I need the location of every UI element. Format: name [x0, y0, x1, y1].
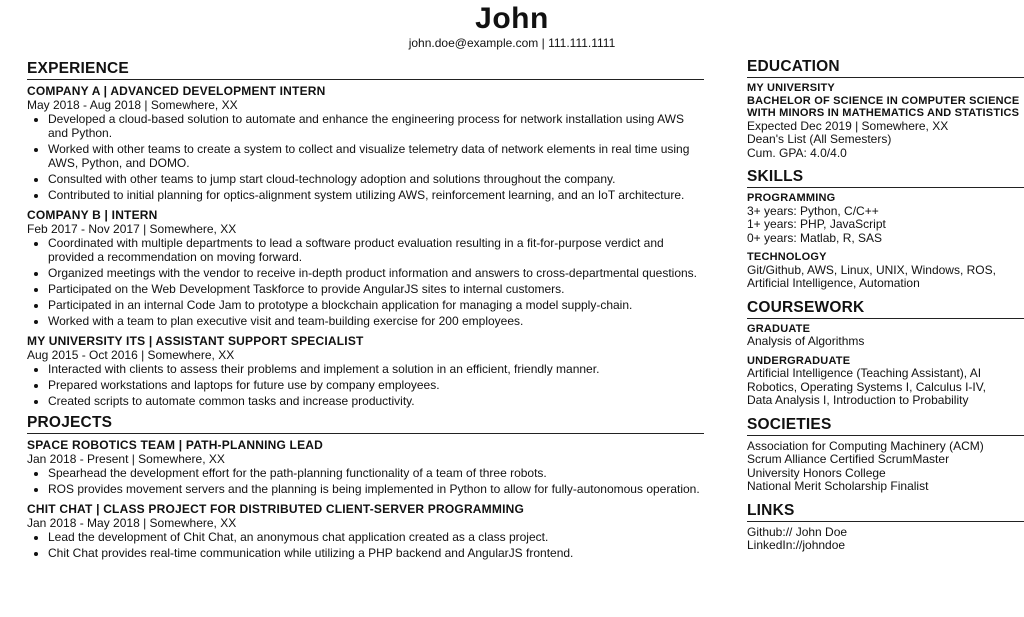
- course-group-label: UNDERGRADUATE: [747, 354, 851, 367]
- education-heading: EDUCATION: [747, 58, 1024, 78]
- entry-title: COMPANY A | ADVANCED DEVELOPMENT INTERN: [27, 84, 326, 98]
- bullet-item: • Participated in an internal Code Jam to prototype a blockchain application for managing a model supply-chain.: [48, 298, 704, 312]
- bullet-item: • Chit Chat provides real-time communication while utilizing a PHP backend and AngularJS frontend.: [48, 546, 704, 560]
- entry-meta: Jan 2018 - May 2018 | Somewhere, XX: [27, 516, 237, 530]
- bullet-item: • Interacted with clients to assess their problems and implement a solution in an efficient, friendly manner.: [48, 362, 704, 376]
- skill-group: [747, 251, 1024, 291]
- bullet-list: [27, 362, 704, 408]
- skills-heading: SKILLS: [747, 168, 1024, 188]
- entry-meta: Aug 2015 - Oct 2016 | Somewhere, XX: [27, 348, 235, 362]
- bullet-item: • Organized meetings with the vendor to receive in-depth product information and answers to cross-departmental questions.: [48, 266, 704, 280]
- linkedin-link[interactable]: LinkedIn://johndoe: [747, 538, 846, 552]
- bullet-item: • ROS provides movement servers and the planning is being implemented in Python to allow for fully-autonomous operation.: [48, 482, 704, 496]
- bullet-item: • Developed a cloud-based solution to automate and enhance the engineering process for network installation using AWS and Python.: [48, 112, 704, 140]
- experience-entry: [27, 84, 704, 202]
- experience-heading: EXPERIENCE: [27, 60, 704, 80]
- bullet-list: [27, 112, 704, 202]
- github-link[interactable]: Github:// John Doe: [747, 524, 848, 539]
- resume-name: John: [475, 2, 549, 35]
- course-line: Artificial Intelligence (Teaching Assistant), AI: [747, 366, 982, 380]
- contact-info: john.doe@example.com | 111.111.1111: [408, 36, 616, 50]
- education-section: [747, 58, 1024, 160]
- experience-entry: [27, 208, 704, 328]
- course-group: [747, 355, 1024, 408]
- entry-meta: Feb 2017 - Nov 2017 | Somewhere, XX: [27, 222, 237, 236]
- societies-section: [747, 416, 1024, 494]
- society-item: Association for Computing Machinery (ACM): [747, 438, 984, 453]
- bullet-item: • Coordinated with multiple departments to lead a software product evaluation resulting in a fit-for-purpose verdict and provided a recommendation on moving forward.: [48, 236, 704, 264]
- skill-line: Git/Github, AWS, Linux, UNIX, Windows, ROS,: [747, 262, 996, 277]
- societies-heading: SOCIETIES: [747, 416, 1024, 436]
- course-line: Analysis of Algorithms: [747, 334, 865, 348]
- course-group: [747, 323, 1024, 349]
- bullet-item: • Consulted with other teams to jump start cloud-technology adoption and solutions throughout the company.: [48, 172, 704, 186]
- skill-group-label: PROGRAMMING: [747, 192, 836, 204]
- entry-meta: May 2018 - Aug 2018 | Somewhere, XX: [27, 98, 238, 112]
- bullet-item: • Contributed to initial planning for optics-alignment system utilizing AWS, reinforcement learning, and an IoT architecture.: [48, 188, 704, 202]
- bullet-item: • Participated on the Web Development Taskforce to provide AngularJS sites to internal customers.: [48, 282, 704, 296]
- course-line: Robotics, Operating Systems I, Calculus I-IV,: [747, 379, 986, 394]
- right-column: [747, 58, 1024, 561]
- coursework-heading: COURSEWORK: [747, 299, 1024, 319]
- skills-section: [747, 168, 1024, 291]
- honors: Dean's List (All Semesters): [747, 132, 892, 146]
- left-column: [27, 58, 704, 566]
- skill-group-label: TECHNOLOGY: [747, 251, 827, 263]
- project-entry: [27, 438, 704, 496]
- links-section: [747, 502, 1024, 553]
- graduation-date: Expected Dec 2019 | Somewhere, XX: [747, 118, 949, 133]
- entry-title: CHIT CHAT | CLASS PROJECT FOR DISTRIBUTED CLIENT-SERVER PROGRAMMING: [27, 502, 524, 516]
- skill-line: 1+ years: PHP, JavaScript: [747, 217, 886, 231]
- skill-line: 3+ years: Python, C/C++: [747, 203, 879, 218]
- bullet-item: • Created scripts to automate common tasks and increase productivity.: [48, 394, 704, 408]
- projects-heading: PROJECTS: [27, 414, 704, 434]
- skill-line: 0+ years: Matlab, R, SAS: [747, 230, 883, 245]
- coursework-section: [747, 299, 1024, 408]
- society-item: National Merit Scholarship Finalist: [747, 479, 929, 493]
- school-name: MY UNIVERSITY: [747, 82, 835, 94]
- course-group-label: GRADUATE: [747, 322, 811, 335]
- bullet-item: • Prepared workstations and laptops for future use by company employees.: [48, 378, 704, 392]
- degree-line: WITH MINORS IN MATHEMATICS AND STATISTICS: [747, 107, 1020, 119]
- entry-meta: Jan 2018 - Present | Somewhere, XX: [27, 452, 225, 466]
- entry-title: SPACE ROBOTICS TEAM | PATH-PLANNING LEAD: [27, 438, 324, 452]
- experience-entry: [27, 334, 704, 408]
- project-entry: [27, 502, 704, 560]
- entry-title: MY UNIVERSITY ITS | ASSISTANT SUPPORT SPECIALIST: [27, 334, 364, 348]
- bullet-item: • Lead the development of Chit Chat, an anonymous chat application created as a class project.: [48, 530, 704, 544]
- links-heading: LINKS: [747, 502, 1024, 522]
- course-line: Data Analysis I, Introduction to Probability: [747, 393, 969, 407]
- degree-line: BACHELOR OF SCIENCE IN COMPUTER SCIENCE: [747, 94, 1020, 107]
- bullet-list: [27, 236, 704, 328]
- gpa: Cum. GPA: 4.0/4.0: [747, 145, 847, 160]
- bullet-item: • Spearhead the development effort for the path-planning functionality of a team of three robots.: [48, 466, 704, 480]
- society-item: University Honors College: [747, 465, 886, 480]
- bullet-item: • Worked with other teams to create a system to collect and visualize telemetry data of network elements in real time using AWS, Python, and DOMO.: [48, 142, 704, 170]
- experience-section: [27, 60, 704, 408]
- skill-group: [747, 192, 1024, 245]
- projects-section: [27, 414, 704, 560]
- entry-title: COMPANY B | INTERN: [27, 208, 158, 222]
- bullet-list: [27, 530, 704, 560]
- bullet-list: [27, 466, 704, 496]
- society-item: Scrum Alliance Certified ScrumMaster: [747, 452, 950, 466]
- skill-line: Artificial Intelligence, Automation: [747, 276, 920, 290]
- bullet-item: • Worked with a team to plan executive visit and team-building exercise for 200 employees.: [48, 314, 704, 328]
